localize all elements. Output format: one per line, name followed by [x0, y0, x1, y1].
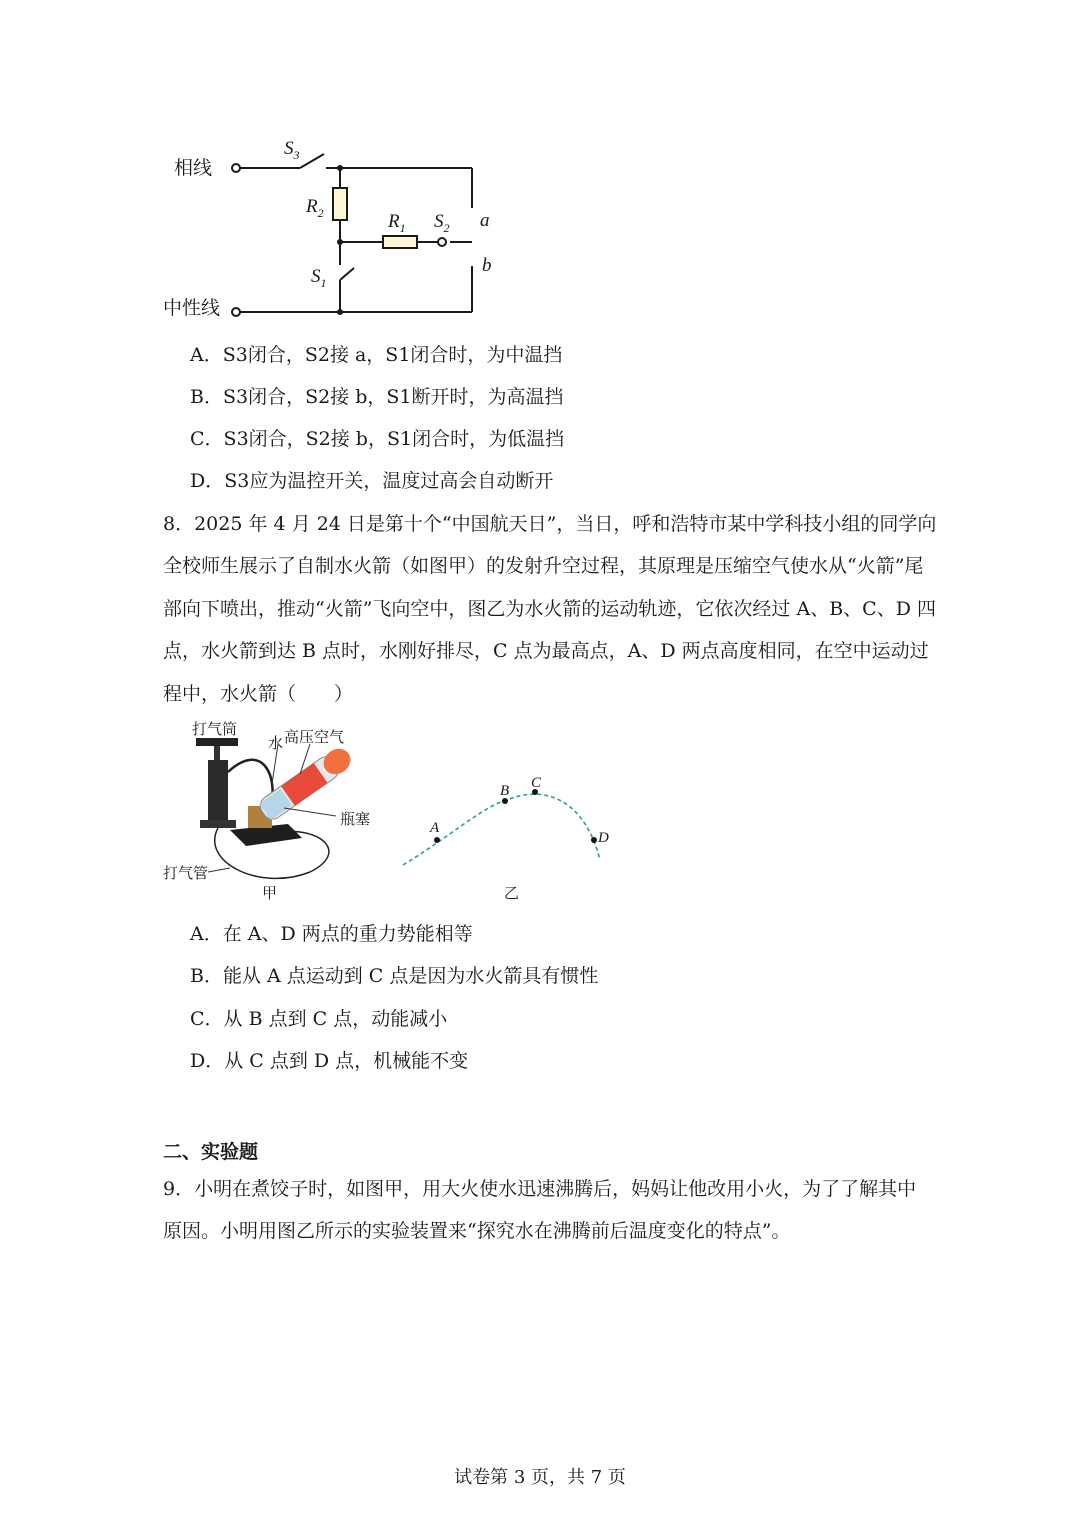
label-stopper: 瓶塞 — [340, 810, 371, 828]
q8-line-3: 部向下喷出，推动“火箭”飞向空中，图乙为水火箭的运动轨迹，它依次经过 A、B、C、D 四 — [163, 598, 936, 620]
q8-line-2: 全校师生展示了自制水火箭（如图甲）的发射升空过程，其原理是压缩空气使水从“火箭”尾 — [163, 555, 924, 577]
point-a — [434, 837, 440, 843]
label-neutral-wire: 中性线 — [163, 297, 221, 319]
label-pump: 打气筒 — [192, 720, 238, 738]
q8-option-a: A．在 A、D 两点的重力势能相等 — [190, 923, 473, 945]
q7-option-b: B．S3闭合，S2接 b，S1断开时，为高温挡 — [190, 386, 564, 408]
q7-option-a: A．S3闭合，S2接 a，S1闭合时，为中温挡 — [190, 344, 563, 366]
point-d — [591, 837, 597, 843]
label-point-a: A — [430, 820, 440, 836]
page-footer: 试卷第 3 页，共 7 页 — [454, 1467, 626, 1488]
label-b: b — [482, 255, 492, 276]
label-r2: $R_2$ — [306, 196, 324, 220]
q9-line-2: 原因。小明用图乙所示的实验装置来“探究水在沸腾前后温度变化的特点”。 — [163, 1220, 791, 1242]
caption-yi: 乙 — [504, 884, 520, 902]
q8-option-b: B．能从 A 点运动到 C 点是因为水火箭具有惯性 — [190, 965, 599, 987]
label-s2: $S_2$ — [434, 211, 450, 235]
q8-line-4: 点，水火箭到达 B 点时，水刚好排尽，C 点为最高点，A、D 两点高度相同，在空中运动过 — [163, 640, 929, 662]
q7-option-d: D．S3应为温控开关，温度过高会自动断开 — [190, 470, 554, 492]
q8-option-d: D．从 C 点到 D 点，机械能不变 — [190, 1050, 469, 1072]
label-s1: $S_1$ — [311, 266, 327, 290]
q8-line-1: 8．2025 年 4 月 24 日是第十个“中国航天日”，当日，呼和浩特市某中学科技小组的同学向 — [163, 513, 937, 535]
caption-jia: 甲 — [262, 884, 278, 902]
label-point-c: C — [531, 775, 542, 791]
label-water: 水 — [268, 734, 284, 752]
label-live-wire: 相线 — [174, 157, 213, 179]
q9-line-1: 9．小明在煮饺子时，如图甲，用大火使水迅速沸腾后，妈妈让他改用小火，为了了解其中 — [163, 1178, 917, 1200]
label-point-b: B — [500, 783, 510, 799]
q8-line-5: 程中，水火箭（ ） — [163, 683, 354, 705]
label-r1: $R_1$ — [388, 211, 406, 235]
label-a: a — [480, 210, 490, 231]
label-s3: $S_3$ — [284, 138, 300, 162]
label-point-d: D — [598, 830, 609, 846]
q7-option-c: C．S3闭合，S2接 b，S1闭合时，为低温挡 — [190, 428, 565, 450]
label-pump-tube: 打气管 — [163, 864, 209, 882]
section-title: 二、实验题 — [163, 1141, 259, 1163]
q8-option-c: C．从 B 点到 C 点，动能减小 — [190, 1008, 448, 1030]
label-high-pressure-air: 高压空气 — [284, 728, 345, 746]
